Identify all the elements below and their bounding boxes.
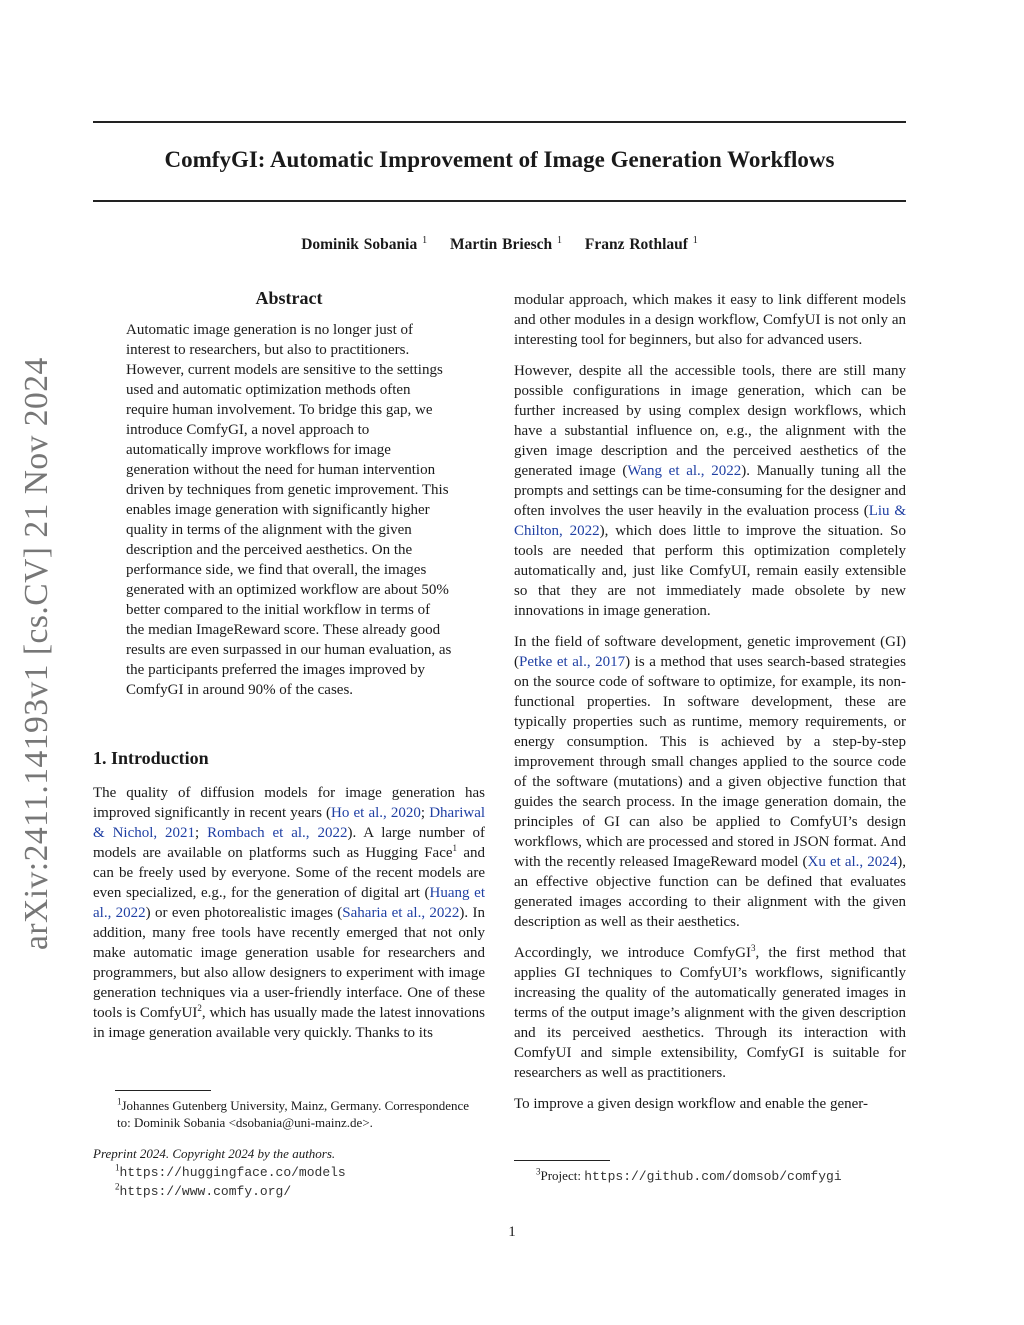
author: Franz Rothlauf $^1$ [584, 234, 698, 253]
citation-link[interactable]: Huang et al., 2022 [93, 885, 485, 921]
right-footnotes [514, 1160, 906, 1186]
footnote-url[interactable]: https://huggingface.co/models [119, 1165, 346, 1180]
citation-link[interactable]: Dhariwal & Nichol, 2021 [93, 805, 486, 841]
author: Dominik Sobania $^1$ [301, 234, 428, 253]
right-column [514, 290, 906, 1125]
abstract-text: Automatic image generation is no longer just of interest to researchers, but also to practitioners. However, current models are sensitive to the settings used and automatic optimization methods often require human involvement. To bridge this gap, we introduce ComfyGI, a novel approach to automatically improve workflows for image generation without the need for human intervention driven by techniques from genetic improvement. This enables image generation with significantly higher quality in terms of the alignment with the given description and the perceived aesthetics. On the performance side, we find that overall, the images generated with an optimized workflow are about 50% better compared to the initial workflow in terms of the median ImageReward score. These already good results are even surpassed in our human evaluation, as the participants preferred the images improved by ComfyGI in around 90% of the cases. [126, 322, 452, 698]
citation-link[interactable]: Wang et al., 2022 [627, 463, 742, 479]
author: Martin Briesch $^1$ [449, 234, 562, 253]
affiliation-footnote: $^1$Johannes Gutenberg University, Mainz, Germany. Correspondence to: Dominik Sobania <dsobania@uni-mainz.de>. [117, 1096, 470, 1130]
footnote-rule [514, 1160, 610, 1161]
footnote: $^2$https://www.comfy.org/ [115, 1181, 292, 1199]
citation-link[interactable]: Ho et al., 2020 [331, 805, 421, 821]
body-paragraph: However, despite all the accessible tools, there are still many possible configurations in image generation, which can be further increased by using complex design workflows, which have a substantial influence on, e.g., the alignment with the given image description and the perceived aesthetics of the generated image (Wang et al., 2022). Manually tuning all the prompts and settings can be time-consuming for the designer and often involves the user heavily in the evaluation process (Liu & Chilton, 2022), which does little to improve the situation. So tools are needed that perform this optimization completely automatically and, just like ComfyUI, remain easily extensible so that they are not immediately made obsolete by new innovations in image generation. [514, 363, 906, 619]
preprint-notice: Preprint 2024. Copyright 2024 by the authors. [93, 1146, 336, 1161]
citation-link[interactable]: Saharia et al., 2022 [342, 905, 460, 921]
footnote-marker[interactable]: 2 [197, 1003, 202, 1013]
paper-title: ComfyGI: Automatic Improvement of Image Generation Workflows [164, 147, 835, 172]
footnote-url[interactable]: https://www.comfy.org/ [119, 1184, 292, 1199]
abstract-heading: Abstract [255, 288, 323, 308]
intro-paragraph: The quality of diffusion models for image generation has improved significantly in recent years (Ho et al., 2020; Dhariwal & Nichol, 2021; Rombach et al., 2022). A large number of models are available on platforms such as Hugging Face$^1$ and can be freely used by everyone. Some of the recent models are even specialized, e.g., for the generation of digital art (Huang et al., 2022) or even photorealistic images (Saharia et al., 2022). In addition, many free tools have recently emerged that not only make automatic image generation usable for researchers and programmers, but also allow designers to experiment with image generation techniques via a user-friendly interface. One of these tools is ComfyUI$^2$, which has usually made the latest innovations in image generation available very quickly. Thanks to its [93, 785, 486, 1041]
title-top-rule [93, 121, 906, 123]
section-heading: 1. Introduction [93, 748, 209, 768]
arxiv-identifier: arXiv:2411.14193v1 [cs.CV] 21 Nov 2024 [18, 357, 55, 950]
citation-link[interactable]: Petke et al., 2017 [519, 654, 626, 670]
footnote-url[interactable]: https://github.com/domsob/comfygi [584, 1169, 842, 1184]
footnote: $^1$https://huggingface.co/models [115, 1162, 346, 1180]
citation-link[interactable]: Xu et al., 2024 [807, 854, 898, 870]
footnote-marker[interactable]: 3 [750, 943, 756, 953]
footnote-marker[interactable]: 1 [452, 843, 458, 853]
footnote-rule [115, 1090, 211, 1091]
citation-link[interactable]: Rombach et al., 2022 [207, 825, 348, 841]
body-paragraph: To improve a given design workflow and enable the gener- [514, 1096, 868, 1112]
left-column [93, 288, 485, 1054]
page-number: 1 [508, 1224, 516, 1240]
left-footnotes [93, 1090, 485, 1201]
author-list [93, 236, 906, 254]
footnote: $^3$Project: https://github.com/domsob/comfygi [536, 1166, 842, 1184]
title-bottom-rule [93, 200, 906, 202]
citation-link[interactable]: Liu & Chilton, 2022 [514, 503, 906, 539]
body-paragraph: modular approach, which makes it easy to link different models and other modules in a design workflow, ComfyUI is not only an interesting tool for beginners, but also for advanced users. [514, 292, 906, 348]
body-paragraph: Accordingly, we introduce ComfyGI$^3$, the first method that applies GI techniques to ComfyUI’s workflows, significantly increasing the quality of the automatically generated images in terms of the output image’s alignment with the given description and its perceived aesthetics. Through its interaction with ComfyUI and simple extensibility, ComfyGI is suitable for researchers as well as practitioners. [514, 943, 906, 1081]
body-paragraph: In the field of software development, genetic improvement (GI) (Petke et al., 2017) is a method that uses search-based strategies on the source code of software to optimize, for example, its non-functional properties. In software development, these are typically properties such as runtime, memory requirements, or energy consumption. This is achieved by a step-by-step improvement through small changes applied to the source code of the software (mutations) and a given objective function that guides the search process. In the image generation domain, the principles of GI can also be applied to ComfyUI’s design workflows, which are processed and stored in JSON format. And with the recently released ImageReward model (Xu et al., 2024), an effective objective function can be defined that evaluates generated images according to their alignment with the given description as well as their aesthetics. [514, 634, 907, 930]
